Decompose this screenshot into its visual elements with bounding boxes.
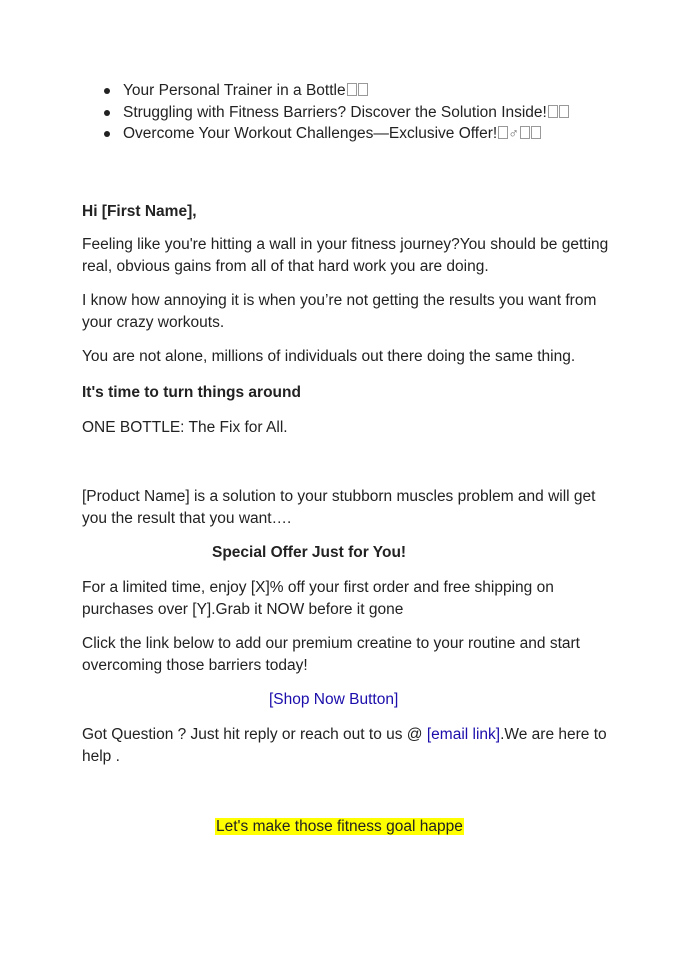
bullet-item bbox=[104, 80, 569, 102]
missing-glyph-icon bbox=[559, 105, 569, 118]
missing-glyph-icon bbox=[358, 83, 368, 96]
bullet-text: Overcome Your Workout Challenges—Exclusive Offer! bbox=[123, 125, 498, 142]
closing-line bbox=[215, 816, 464, 838]
missing-glyph-icon bbox=[520, 126, 530, 139]
male-symbol-icon: ♂ bbox=[508, 125, 519, 141]
contact-prefix: Got Question ? Just hit reply or reach out to us @ bbox=[82, 726, 427, 743]
offer-heading: Special Offer Just for You! bbox=[212, 544, 407, 561]
missing-glyph-icon bbox=[531, 126, 541, 139]
greeting: Hi [First Name], bbox=[82, 203, 197, 220]
missing-glyph-icon bbox=[548, 105, 558, 118]
contact-suffix: .We are here to help . bbox=[82, 726, 607, 765]
bullet-text: Your Personal Trainer in a Bottle bbox=[123, 82, 346, 99]
section-heading: It's time to turn things around bbox=[82, 384, 301, 401]
paragraph-one-bottle: ONE BOTTLE: The Fix for All. bbox=[82, 419, 288, 436]
paragraph-frustration: I know how annoying it is when you’re not getting the results you want from your crazy workouts. bbox=[82, 292, 597, 331]
highlighted-closing-text: Let's make those fitness goal happe bbox=[216, 818, 463, 835]
subject-line-options bbox=[104, 80, 569, 145]
shop-now-link[interactable]: [Shop Now Button] bbox=[269, 691, 399, 708]
shop-now-link-row bbox=[269, 689, 398, 711]
bullet-text: Struggling with Fitness Barriers? Discover the Solution Inside! bbox=[123, 103, 547, 121]
paragraph-product: [Product Name] is a solution to your stubborn muscles problem and will get you the result that you want…. bbox=[82, 488, 596, 527]
missing-glyph-icon bbox=[347, 83, 357, 96]
bullet-item bbox=[104, 123, 569, 145]
email-link[interactable]: [email link] bbox=[426, 726, 501, 743]
paragraph-not-alone: You are not alone, millions of individuals out there doing the same thing. bbox=[82, 348, 576, 365]
bullet-item bbox=[104, 102, 569, 124]
paragraph-call-to-action: Click the link below to add our premium creatine to your routine and start overcoming those barriers today! bbox=[82, 635, 580, 674]
paragraph-contact bbox=[82, 724, 612, 768]
paragraph-intro: Feeling like you're hitting a wall in your fitness journey?You should be getting real, obvious gains from all of that hard work you are doing. bbox=[82, 236, 609, 275]
paragraph-offer: For a limited time, enjoy [X]% off your first order and free shipping on purchases over [Y].Grab it NOW before it gone bbox=[82, 579, 554, 618]
missing-glyph-icon bbox=[498, 126, 508, 139]
